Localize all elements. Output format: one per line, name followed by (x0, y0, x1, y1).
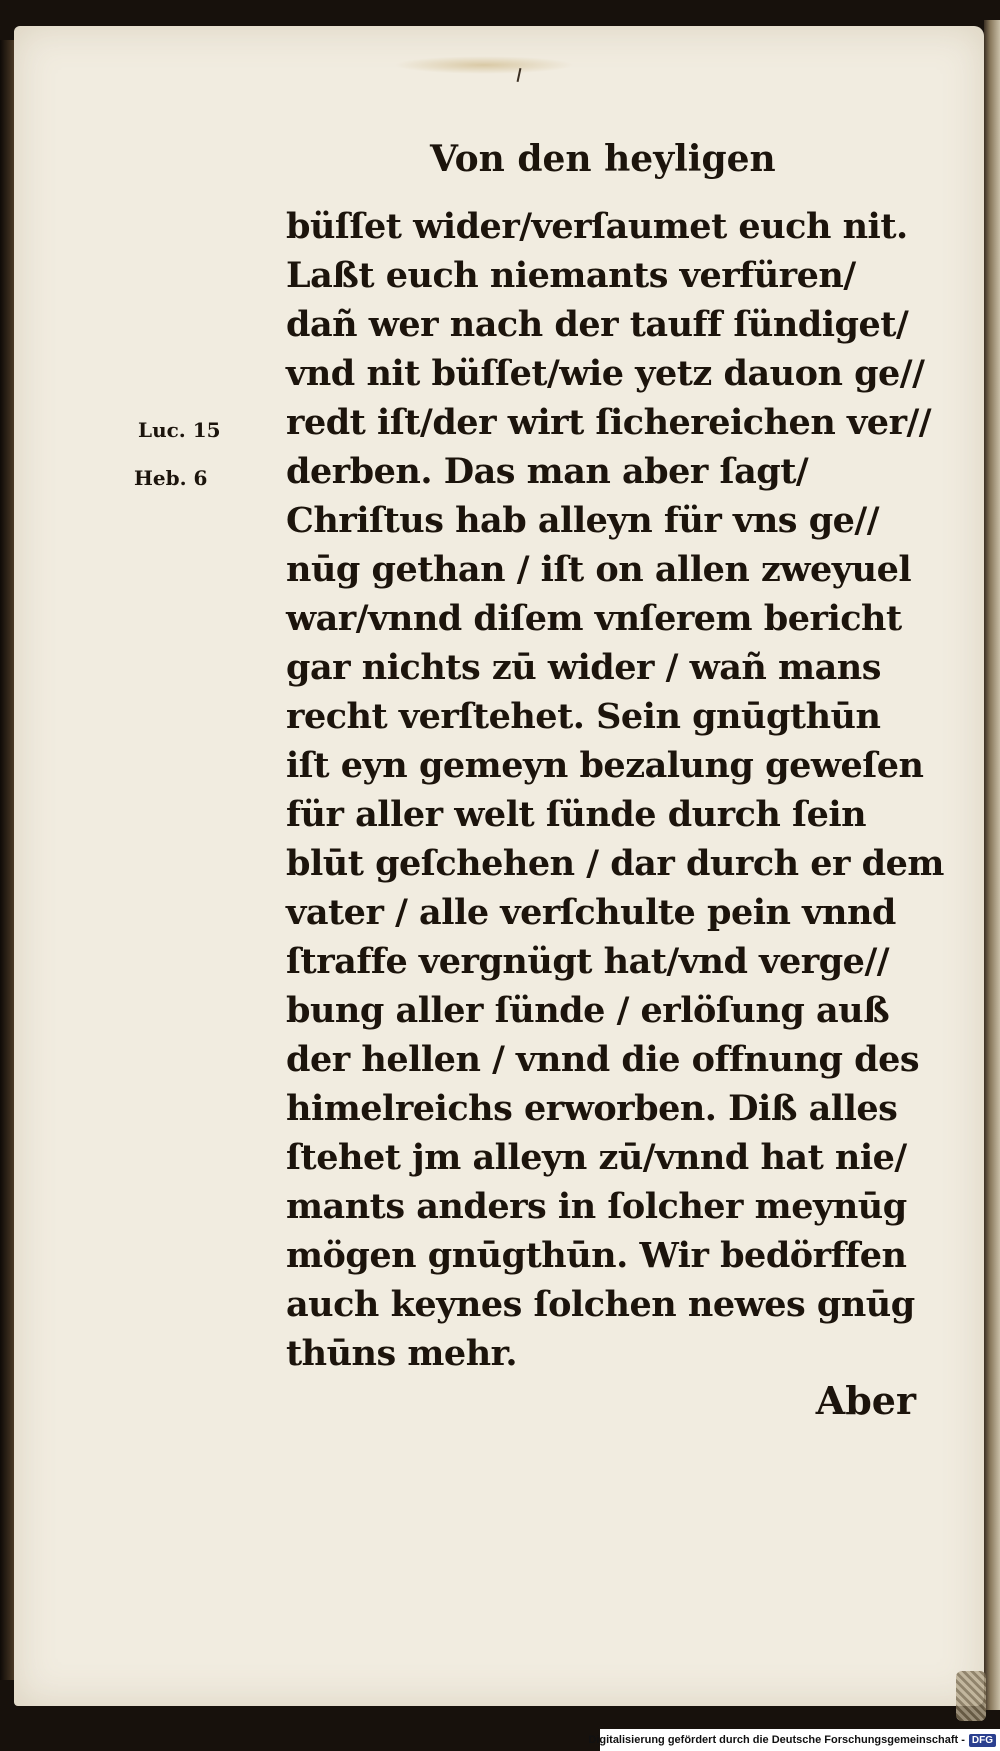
text-line: iſt eyn gemeyn bezalung geweſen (286, 745, 924, 786)
text-line: ſtehet jm alleyn zū/vnnd hat nie/ (286, 1137, 907, 1178)
body-text (286, 202, 944, 1378)
text-line: gar nichts zū wider / wañ mans (286, 647, 881, 688)
text-line: blūt geſchehen / dar durch er dem (286, 843, 944, 884)
text-line: ſtraffe vergnügt hat/vnd verge// (286, 941, 890, 982)
page-edge-right (984, 20, 1000, 1710)
text-line: vater / alle verſchulte pein vnnd (286, 892, 896, 933)
margin-note-hebrews: Heb. 6 (134, 466, 208, 490)
text-line: derben. Das man aber ſagt/ (286, 451, 809, 492)
text-line: Chriſtus hab alleyn für vns ge// (286, 500, 879, 541)
footer-credit-text: Digitalisierung gefördert durch die Deutsche Forschungsgemeinschaft - (588, 1734, 965, 1746)
text-line: thūns mehr. (286, 1333, 518, 1374)
footer-credit-bar (588, 1729, 1000, 1751)
margin-note-luke: Luc. 15 (138, 418, 221, 442)
text-line: mants anders in ſolcher meynūg (286, 1186, 907, 1227)
text-line: dañ wer nach der tauff ſündiget/ (286, 304, 909, 345)
text-line: büſſet wider/verſaumet euch nit. (286, 206, 908, 247)
text-line: recht verſtehet. Sein gnūgthūn (286, 696, 881, 737)
dfg-logo-icon: DFG (969, 1734, 996, 1747)
text-line: war/vnnd diſem vnſerem bericht (286, 598, 902, 639)
text-line: auch keynes ſolchen newes gnūg (286, 1284, 915, 1325)
paper-tear (394, 56, 574, 74)
text-line: bung aller ſünde / erlöſung auß (286, 990, 890, 1031)
text-line: nūg gethan / iſt on allen zweyuel (286, 549, 912, 590)
catchword: Aber (815, 1378, 916, 1423)
running-head: Von den heyligen (430, 138, 776, 180)
text-line: für aller welt ſünde durch ſein (286, 794, 867, 835)
page-edge-left (0, 40, 14, 1680)
text-line: der hellen / vnnd die offnung des (286, 1039, 920, 1080)
text-line: vnd nit büſſet/wie yetz dauon ge// (286, 353, 925, 394)
binding-thread (956, 1671, 986, 1721)
text-line: Laßt euch niemants verfüren/ (286, 255, 856, 296)
text-line: himelreichs erworben. Diß alles (286, 1088, 898, 1129)
text-line: redt iſt/der wirt ſichereichen ver// (286, 402, 932, 443)
text-line: mögen gnūgthūn. Wir bedörffen (286, 1235, 907, 1276)
